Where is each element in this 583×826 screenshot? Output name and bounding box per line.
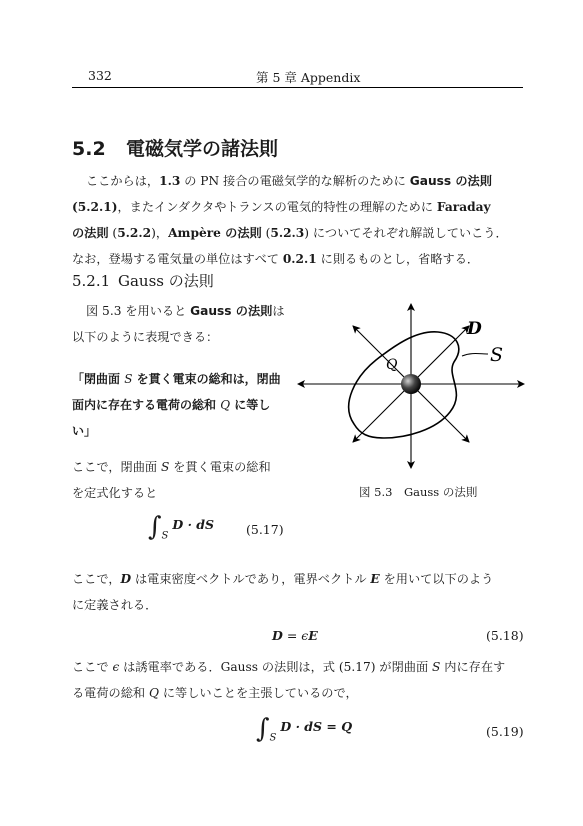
left-line-3: ここで，閉曲面 S を貫く電束の総和: [72, 460, 271, 474]
subsection-title-text: Gauss の法則: [118, 272, 214, 290]
equation-5-18: D = ϵE: [272, 628, 318, 643]
left-column-text-2: [72, 454, 302, 506]
equation-body: D · dS: [172, 517, 215, 532]
section-number: 5.2: [72, 138, 106, 160]
statement-line-1: 「閉曲面 S を貫く電束の総和は，閉曲: [72, 372, 281, 386]
equation-number-5-19: (5.19): [486, 724, 524, 739]
intro-line-3: の法則 (5.2.2)，Ampère の法則 (5.2.3) についてそれぞれ解説していこう．: [72, 226, 508, 240]
left-line-4: を定式化すると: [72, 486, 158, 500]
para2-line-2: に定義される．: [72, 598, 158, 612]
equation-5-19: [256, 716, 352, 744]
section-title: [72, 134, 278, 161]
statement-line-3: い」: [72, 424, 97, 438]
para3-line-1: ここで ϵ は誘電率である．Gauss の法則は，式 (5.17) が閉曲面 S 内に存在す: [72, 660, 506, 674]
label-q: Q: [386, 357, 398, 373]
intro-line-4: なお，登場する電気量の単位はすべて 0.2.1 に則るものとし，省略する．: [72, 252, 480, 266]
gauss-law-figure: [296, 296, 526, 476]
integral-subscript-2: S: [269, 732, 277, 744]
figure-caption: 図 5.3 Gauss の法則: [359, 485, 478, 499]
left-column-text: [72, 298, 302, 350]
intro-line-1: ここからは，1.3 の PN 接合の電磁気学的な解析のために Gauss の法則: [86, 174, 492, 188]
left-line-2: 以下のように表現できる：: [72, 330, 219, 344]
page-number: 332: [88, 68, 112, 83]
gauss-law-paragraph: [72, 654, 524, 706]
flux-arrow-down-right: [411, 384, 469, 442]
equation-5-17: [148, 514, 214, 542]
header-rule: [72, 87, 523, 88]
section-title-text: 電磁気学の諸法則: [126, 138, 279, 160]
integral-subscript: S: [161, 530, 169, 542]
s-label-leader: [462, 354, 488, 357]
intro-line-2: (5.2.1)，またインダクタやトランスの電気的特性の理解のために Faraday: [72, 200, 491, 214]
intro-paragraph: [72, 168, 524, 272]
label-d: D: [467, 319, 482, 339]
para2-line-1: ここで，D は電束密度ベクトルであり，電界ベクトル E を用いて以下のよう: [72, 572, 494, 586]
left-line-1: 図 5.3 を用いると Gauss の法則は: [86, 304, 285, 318]
subsection-number: 5.2.1: [72, 272, 111, 290]
statement-line-2: 面内に存在する電荷の総和 Q に等し: [72, 398, 271, 412]
subsection-title: [72, 270, 214, 291]
equation-body-2: D · dS = Q: [280, 719, 353, 734]
charge-q: [401, 374, 421, 394]
para3-line-2: る電荷の総和 Q に等しいことを主張しているので，: [72, 686, 358, 700]
label-s: S: [490, 344, 504, 366]
running-header: 第 5 章 Appendix: [256, 70, 361, 85]
equation-number-5-17: (5.17): [246, 522, 284, 537]
definition-paragraph: [72, 566, 524, 618]
integral-sign-2: ∫: [256, 714, 270, 744]
equation-number-5-18: (5.18): [486, 628, 524, 643]
integral-sign: ∫: [148, 512, 162, 542]
gauss-law-statement: [72, 366, 302, 444]
